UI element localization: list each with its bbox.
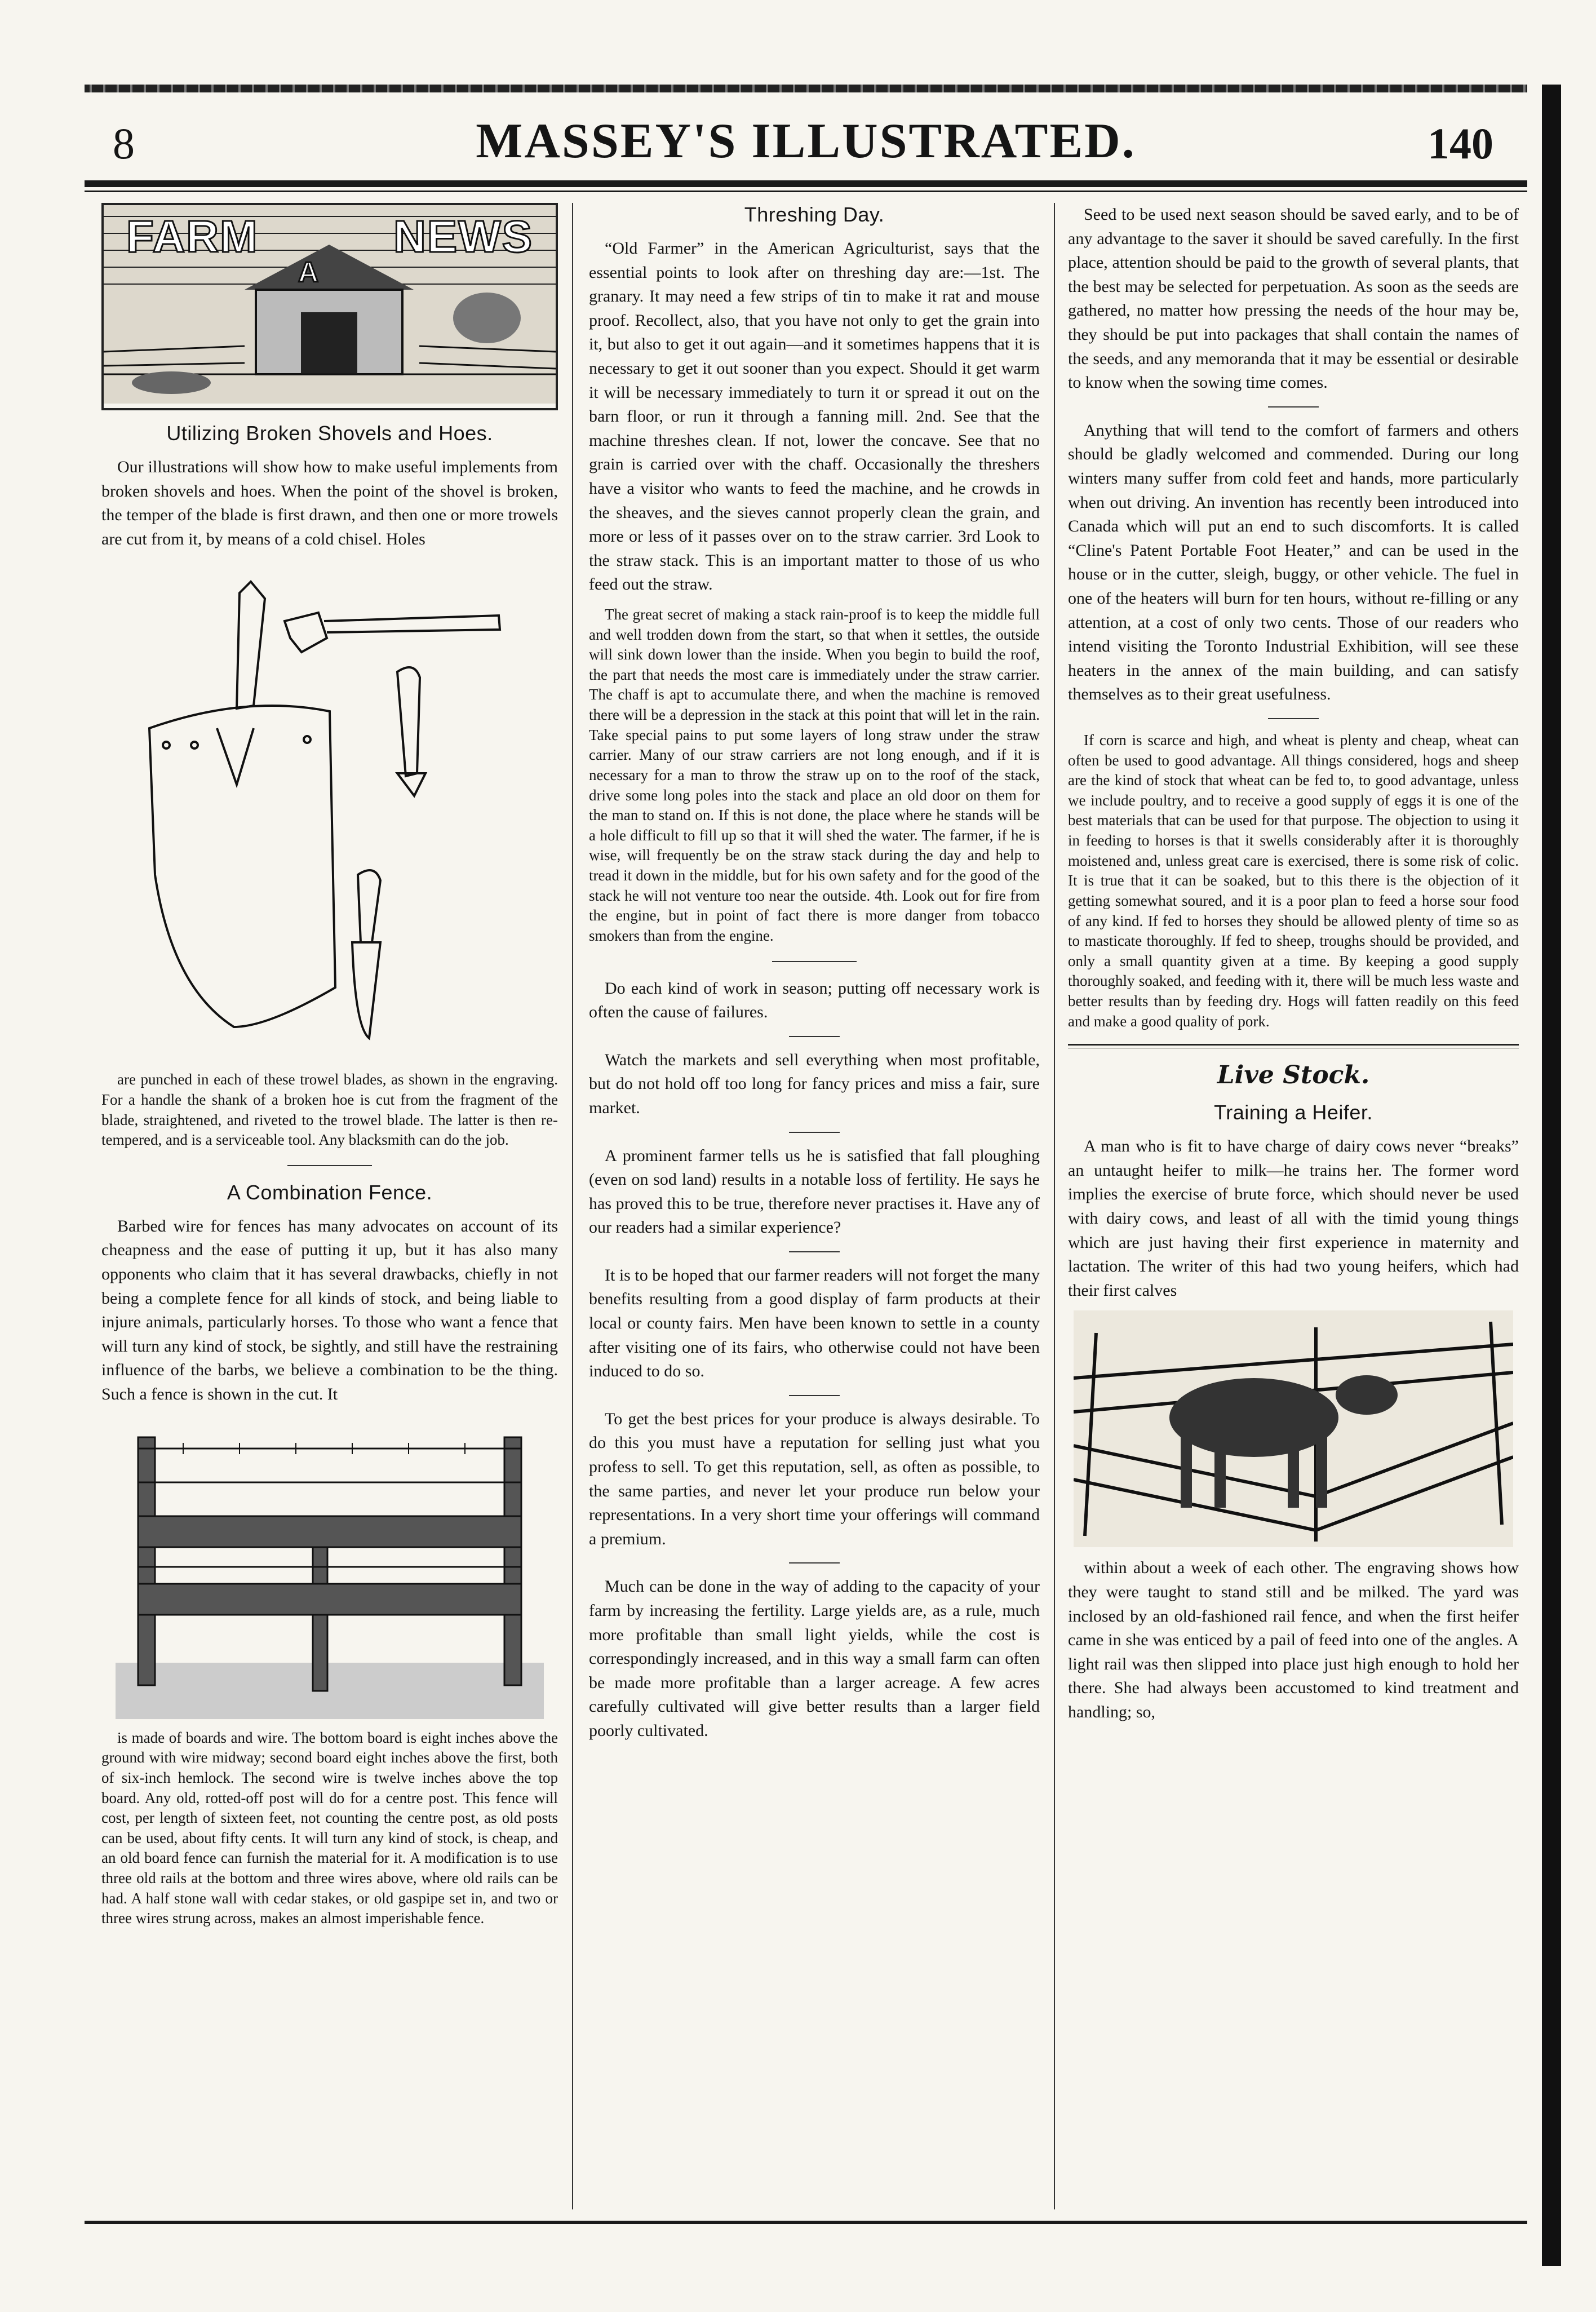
paragraph: are punched in each of these trowel blades, as shown in the engraving. For a handle the shank of a broken hoe is cut from the fragment of the blade, straightened, and riveted to the trowel blade. The latter is then re-tempered, and is a serviceable tool. Any blacksmith can do the job. [101,1071,558,1149]
separator [789,1562,840,1564]
heading-training-heifer: Training a Heifer. [1214,1101,1373,1124]
paragraph: If corn is scarce and high, and wheat is plenty and cheap, wheat can often be used to good advantage. All things considered, hogs and sheep are the kind of stock that wheat can be fed to, to good advantage, unless we include poultry, and to receive a good supply of eggs it is one of the best materials that can be used for that purpose. The objection to using it in feeding to horses is that it swells considerably after it is thoroughly moistened and, unless great care is exercised, there is some risk of colic. It is true that it can be soaked, but to this there is the objection of it getting somewhat soured, and it is a poor plan to feed a horse sour food of any kind. If fed to horses they should be allowed plenty of time so as to masticate thoroughly. If fed to sheep, troughs should be provided, and only a small quantity given at a time. By keeping a good supply thoroughly soaked, and feeding with it, there will be much less waste and better results than by feeding dry. Hogs will fatten readily on this feed and make a good quality of pork. [1068,731,1519,1030]
column-divider [1054,203,1055,2209]
heading-threshing-day: Threshing Day. [744,203,885,226]
paragraph: Much can be done in the way of adding to the capacity of your farm by increasing the fertility. Large yields are, as a rule, much more profitable than small light yields, while the cost is correspondingly increased, and in this way a small farm can often be made more profitable than a larger acreage. A few acres carefully cultivated will give better results than a larger field poorly cultivated. [589,1577,1040,1740]
heading-combination-fence: A Combination Fence. [227,1180,433,1204]
paragraph: within about a week of each other. The engraving shows how they were taught to stand still and be milked. The yard was inclosed by an old-fashioned rail fence, and when the first heifer came in she was enticed by a pail of feed into one of the angles. A light rail was then slipped into place just high enough to hold her there. She had always been accustomed to kind treatment and handling; so, [1068,1558,1519,1721]
header-rule [85,180,1527,187]
banner-word-news: NEWS [393,211,533,262]
paragraph: The great secret of making a stack rain-proof is to keep the middle full and well trodden down from the start, so that when it settles, the outside will sink down lower than the inside. When you begin to build the roof, the part that needs the most care is immediately under the straw carrier. The chaff is apt to accumulate there, and when the machine is removed there will be a depression in the stack at this point that will let in the rain. Take special pains to put some layers of long straw under the straw carrier. Many of our straw carriers are not long enough, and if it is necessary for a man to throw the straw up on to the roof of the stack, drive some long poles into the stack and place an old door on them for the man to stand on. If this is not done, the place where he stands will be a hole difficult to fill up so that it will shed the water. The farmer, if he is wise, will frequently be on the straw stack during the day and help to tread it down in the middle, but for his own safety and for the good of the stack he will not venture too near the outside. 4th. Look out for fire from the engine, but in point of fact there is more danger from tobacco smokers than from the engine. [589,605,1040,944]
column-divider [572,203,573,2209]
section-rule [1068,1044,1519,1048]
heading-broken-shovels: Utilizing Broken Shovels and Hoes. [166,422,493,445]
page-header [85,113,1527,180]
banner-word-farm: FARM [126,211,259,262]
separator [1268,406,1319,408]
separator [789,1251,840,1252]
paragraph: A prominent farmer tells us he is satisfied that fall ploughing (even on sod land) results in a notable loss of fertility. He says he has proved this to be true, therefore never practises it. Have any of our readers had a similar experience? [589,1146,1040,1237]
header-rule-thin [85,191,1527,192]
page-number-right: 140 [1427,119,1493,168]
right-edge-bar [1542,85,1561,2266]
newspaper-page [85,85,1527,2266]
paragraph: To get the best prices for your produce is always desirable. To do this you must have a reputation for selling just what you profess to sell. To get this reputation, sell, as often as possible, to the same parties, and never let your produce run below your representations. In a very short time your offerings will command a premium. [589,1409,1040,1548]
banner-word-a: A [298,256,320,288]
separator [287,1165,372,1166]
section-heading-live-stock: Live Stock. [1217,1061,1370,1090]
paragraph: Seed to be used next season should be saved early, and to be of any advantage to the saver it should be saved carefully. In the first place, attention should be paid to the growth of several plants, that the best may be selected for perpetuation. As soon as the seeds are gathered, no matter how pressing the needs of the hour may be, they should be put into packages that shall contain the names of the seeds, and any memoranda that it may be essential or desirable to know when the sowing time comes. [1068,205,1519,392]
paragraph: Watch the markets and sell everything when most profitable, but do not hold off too long for fancy prices and miss a fair, sure market. [589,1050,1040,1117]
shovel-trowel-illustration [132,559,527,1061]
paragraph: Do each kind of work in season; putting off necessary work is often the cause of failures. [589,978,1040,1022]
separator [772,961,857,962]
paragraph: Barbed wire for fences has many advocates on account of its cheapness and the ease of putting it up, but it has also many opponents who claim that it has several drawbacks, chiefly in not being a complete fence for all kinds of stock, and being liable to injure animals, particularly horses. To those who want a fence that will turn any kind of stock, be sightly, and still have the restraining influence of the barbs, we believe a combination to be the thing. Such a fence is shown in the cut. It [101,1216,558,1404]
paragraph: It is to be hoped that our farmer readers will not forget the many benefits resulting from a good display of farm products at their local or county fairs. Men have been known to settle in a county after visiting one of its fairs, who otherwise could not have been induced to do so. [589,1265,1040,1381]
page-number-left: 8 [113,119,135,168]
masthead-title: MASSEY'S ILLUSTRATED. [476,114,1136,169]
paragraph: Our illustrations will show how to make useful implements from broken shovels and hoes. When the point of the shovel is broken, the temper of the blade is first drawn, and then one or more trowels are cut from it, by means of a cold chisel. Holes [101,458,558,548]
top-border [85,85,1527,92]
paragraph: is made of boards and wire. The bottom board is eight inches above the ground with wire midway; second board eight inches above the first, both of six-inch hemlock. The second wire is twelve inches above the top board. Any old, rotted-off post will do for a centre post. This fence will cost, per length of sixteen feet, not counting the centre post, as old posts can be used, about fifty cents. It will turn any kind of stock, is cheap, and an old board fence can furnish the material for it. A modification is to use three old rails at the bottom and three wires above, where old rails can be had. A half stone wall with cedar stakes, or old gaspipe set in, and two or three wires strung across, makes an almost imperishable fence. [101,1729,558,1927]
column-1 [101,203,558,2209]
separator [789,1132,840,1133]
heifer-rail-fence-illustration [1074,1310,1513,1547]
column-3 [1068,203,1519,2209]
separator [789,1036,840,1037]
bottom-rule [85,2221,1527,2224]
column-2 [589,203,1040,2209]
separator [789,1395,840,1396]
combination-fence-illustration [116,1415,544,1719]
paragraph: A man who is fit to have charge of dairy cows never “breaks” an untaught heifer to milk—he trains her. The former word implies the exercise of brute force, which should never be used with dairy cows, and least of all with the timid young things which are just having their first experience in maternity and lactation. The writer of this had two young heifers, which had their first calves [1068,1137,1519,1300]
paragraph: Anything that will tend to the comfort of farmers and others should be gladly welcomed and commended. During our long winters many suffer from cold feet and hands, more particularly when out driving. An invention has recently been introduced into Canada which will put an end to such discomforts. It is called “Cline's Patent Portable Foot Heater,” and can be used in the house or in the cutter, sleigh, buggy, or other vehicle. The fuel in one of the heaters will burn for ten hours, without re-filling or any attention, at a cost of only two cents. Those of our readers who intend visiting the Toronto Industrial Exhibition, will see these heaters in the annex of the main building, and can satisfy themselves as to their great usefulness. [1068,420,1519,704]
paragraph: “Old Farmer” in the American Agriculturist, says that the essential points to look after on threshing day are:—1st. The granary. It may need a few strips of tin to make it rat and mouse proof. Recollect, also, that you have not only to get the grain into it, but also to get it out again—and it sometimes happens that it is necessary to get it out sooner than you expect. Should it get warm it will be necessary immediately to turn it or spread it out on the barn floor, or run it through a fanning mill. 2nd. See that the machine threshes clean. If not, lower the concave. See that no grain is carried over with the chaff. Occasionally the threshers have a visitor who wants to feed the machine, and he crowds in the sheaves, and the sieves cannot properly clean the grain, and more or less of it passes over on to the straw carrier. 3rd Look to the straw stack. This is an important matter to those of us who feed out the straw. [589,239,1040,594]
separator [1268,718,1319,719]
farm-news-banner [101,203,558,410]
